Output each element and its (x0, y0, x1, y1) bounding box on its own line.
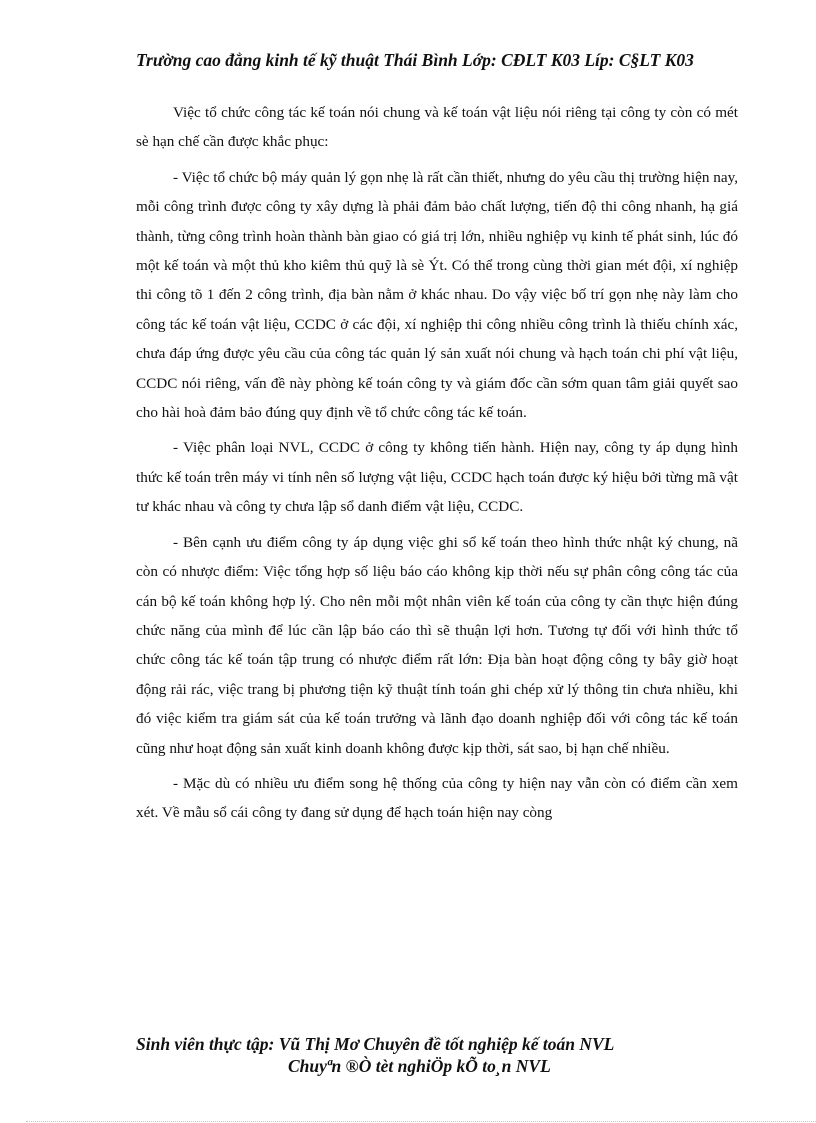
footer-student-line: Sinh viên thực tập: Vũ Thị Mơ Chuyên đề tốt nghiệp kế toán NVL (136, 1034, 615, 1054)
paragraph-organization: - Việc tổ chức bộ máy quản lý gọn nhẹ là rất cần thiết, nhưng do yêu cầu thị trường hiện nay, mỗi công trình được công ty xây dựng là phải đảm bảo chất lượng, tiến độ thi công nhanh, hạ giá thành, từng công trình hoàn thành bàn giao có giá trị lớn, nhiều nghiệp vụ kinh tế phát sinh, lúc đó một kế toán và một thủ kho kiêm thủ quỹ là sè Ýt. Có thể trong cùng thời gian mét đội, xí nghiệp thi công tõ 1 đến 2 công trình, địa bàn nằm ở khác nhau. Do vậy việc bố trí gọn nhẹ này làm cho công tác kế toán vật liệu, CCDC ở các đội, xí nghiệp thi công nhiều công trình là thiếu chính xác, chưa đáp ứng được yêu cầu của công tác quản lý sản xuất nói chung và hạch toán chi phí vật liệu, CCDC nói riêng, vấn đề này phòng kế toán công ty và giám đốc cần sớm quan tâm giải quyết sao cho hài hoà đảm bảo đúng quy định về tổ chức công tác kế toán. (136, 168, 738, 422)
paragraph-classification: - Việc phân loại NVL, CCDC ở công ty không tiến hành. Hiện nay, công ty áp dụng hình thức kế toán trên máy vi tính nên số lượng vật liệu, CCDC hạch toán được ký hiệu bởi từng mã vật tư khác nhau và công ty chưa lập sổ danh điểm vật liệu, CCDC. (136, 439, 738, 516)
paragraph-journal: - Bên cạnh ưu điểm công ty áp dụng việc ghi sổ kế toán theo hình thức nhật ký chung, nã còn có nhược điểm: Việc tổng hợp số liệu báo cáo không kịp thời nếu sự phân công công tác của cán bộ kế toán không hợp lý. Cho nên mỗi một nhân viên kế toán của công ty cần thực hiện đúng chức năng của mình để lúc cần lập báo cáo thì sẽ thuận lợi hơn. Tương tự đối với hình thức tổ chức công tác kế toán tập trung có nhược điểm rất lớn: Địa bàn hoạt động công ty bây giờ hoạt động rải rác, việc trang bị phương tiện kỹ thuật tính toán ghi chép xử lý thông tin chưa nhiều, khi đó việc kiểm tra giám sát của kế toán trưởng và lãnh đạo doanh nghiệp đối với công tác kế toán cũng như hoạt động sản xuất kinh doanh không được kịp thời, sát sao, bị hạn chế nhiều. (136, 533, 738, 757)
paragraph-ledger: - Mặc dù có nhiều ưu điểm song hệ thống của công ty hiện nay vẫn còn có điểm cần xem xét. Về mẫu sổ cái công ty đang sử dụng để hạch toán hiện nay còng (136, 774, 738, 822)
paragraph-intro: Việc tổ chức công tác kế toán nói chung và kế toán vật liệu nói riêng tại công ty còn có mét sè hạn chế cần được khắc phục: (136, 104, 738, 151)
page-header: Trường cao đẳng kinh tế kỹ thuật Thái Bình Lớp: CĐLT K03 Líp: C§LT K03 (136, 50, 694, 70)
document-body (136, 98, 738, 834)
footer-thesis-line: Chuyªn ®Ò tèt nghiÖp kÕ to¸n NVL (288, 1056, 551, 1076)
page-bottom-divider (26, 1121, 816, 1122)
